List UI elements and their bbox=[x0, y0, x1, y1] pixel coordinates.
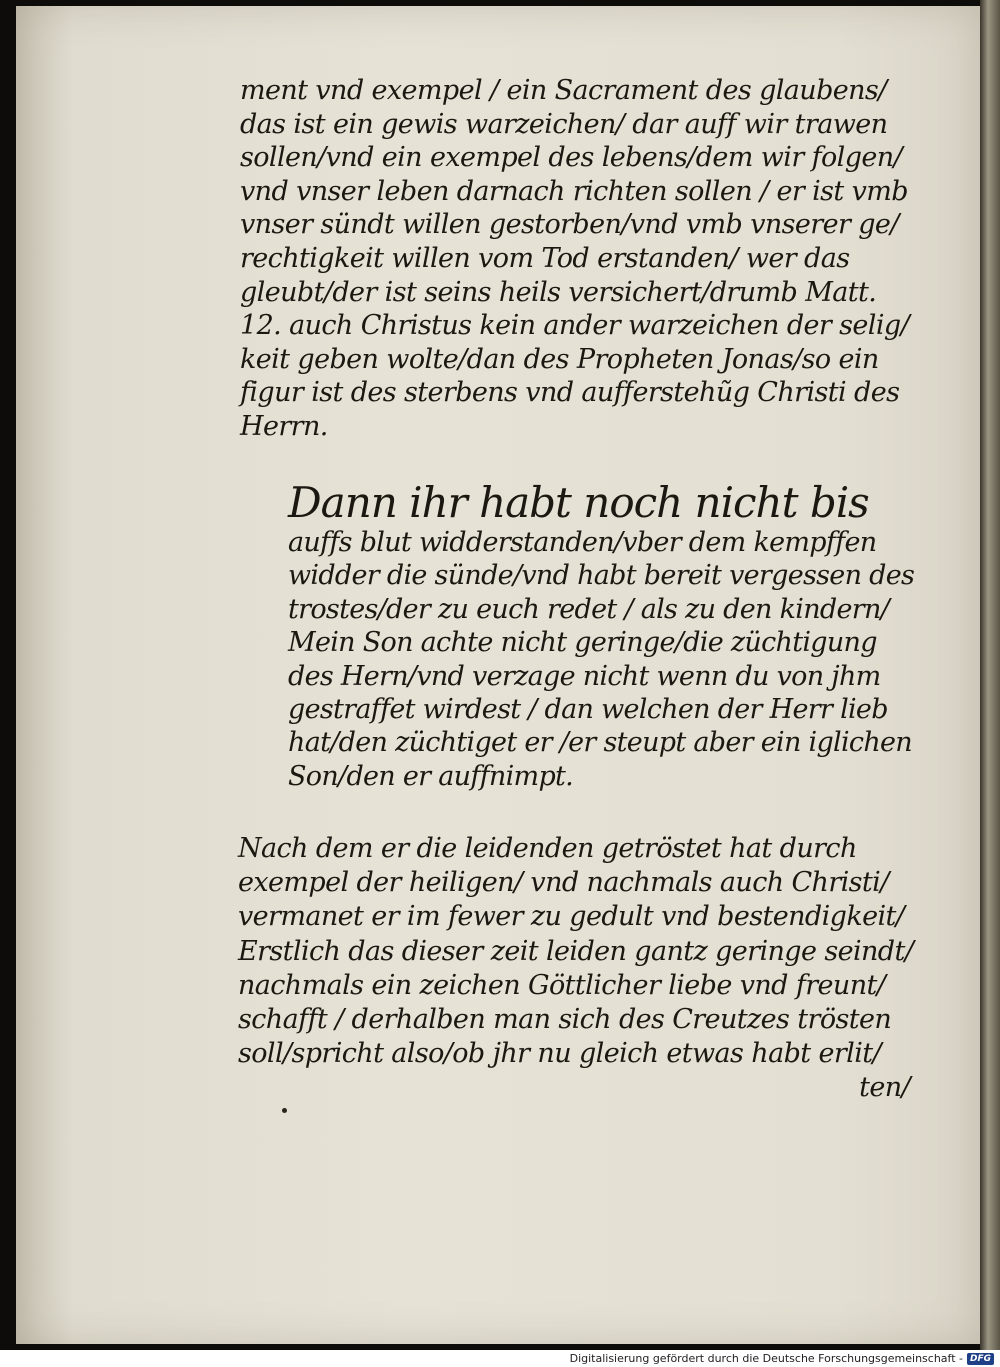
text-line: vnd vnser leben darnach richten sollen / er ist vmb bbox=[240, 175, 908, 207]
text-line: rechtigkeit willen vom Tod erstanden/ wer das bbox=[240, 242, 850, 274]
footer-text: Digitalisierung gefördert durch die Deutsche Forschungsgemeinschaft - bbox=[569, 1352, 963, 1365]
text-line: widder die sünde/vnd habt bereit vergessen des bbox=[288, 560, 915, 592]
text-line: gleubt/der ist seins heils versichert/drumb Matt. bbox=[240, 276, 877, 308]
text-line: vermanet er im fewer zu gedult vnd bestendigkeit/ bbox=[238, 901, 905, 933]
text-line: Mein Son achte nicht geringe/die züchtigung bbox=[288, 627, 877, 659]
text-line: figur ist des sterbens vnd aufferstehũg Christi des bbox=[240, 377, 900, 409]
text-line: sollen/vnd ein exempel des lebens/dem wir folgen/ bbox=[240, 142, 903, 174]
text-line: auffs blut widderstanden/vber dem kempffen bbox=[288, 527, 877, 558]
text-line: trostes/der zu euch redet / als zu den kindern/ bbox=[288, 593, 890, 625]
paragraph-1 bbox=[240, 74, 930, 444]
book-edge bbox=[980, 0, 1000, 1350]
text-line: keit geben wolte/dan des Propheten Jonas/so ein bbox=[240, 343, 879, 375]
ink-dot bbox=[282, 1108, 287, 1113]
text-line: vnser sündt willen gestorben/vnd vmb vnserer ge/ bbox=[240, 209, 899, 241]
text-line: das ist ein gewis warzeichen/ dar auff wir trawen bbox=[240, 108, 888, 140]
digitization-footer bbox=[570, 1351, 994, 1366]
dfg-logo-icon: DFG bbox=[967, 1353, 994, 1365]
text-line: ment vnd exempel / ein Sacrament des glaubens/ bbox=[240, 75, 887, 106]
text-line: nachmals ein zeichen Göttlicher liebe vnd freunt/ bbox=[238, 969, 886, 1001]
paragraph-2-quote bbox=[288, 478, 928, 793]
text-line: Nach dem er die leidenden getröstet hat durch bbox=[238, 833, 857, 864]
text-line: soll/spricht also/ob jhr nu gleich etwas habt erlit/ bbox=[238, 1038, 881, 1070]
text-line: exempel der heiligen/ vnd nachmals auch Christi/ bbox=[238, 867, 889, 899]
text-line: 12. auch Christus kein ander warzeichen der selig/ bbox=[240, 310, 910, 342]
text-line: schafft / derhalben man sich des Creutzes trösten bbox=[238, 1004, 892, 1036]
text-line: Herrn. bbox=[240, 410, 328, 442]
text-line: Erstlich das dieser zeit leiden gantz geringe seindt/ bbox=[238, 935, 914, 967]
text-line: hat/den züchtiget er /er steupt aber ein iglichen bbox=[288, 727, 912, 759]
catchword: ten/ bbox=[859, 1072, 910, 1104]
text-line: des Hern/vnd verzage nicht wenn du von jhm bbox=[288, 660, 881, 692]
text-line: gestraffet wirdest / dan welchen der Herr lieb bbox=[288, 694, 888, 726]
paragraph-3 bbox=[238, 832, 928, 1106]
text-line: Son/den er auffnimpt. bbox=[288, 760, 574, 792]
quote-heading-line: Dann ihr habt noch nicht bis bbox=[288, 478, 869, 527]
